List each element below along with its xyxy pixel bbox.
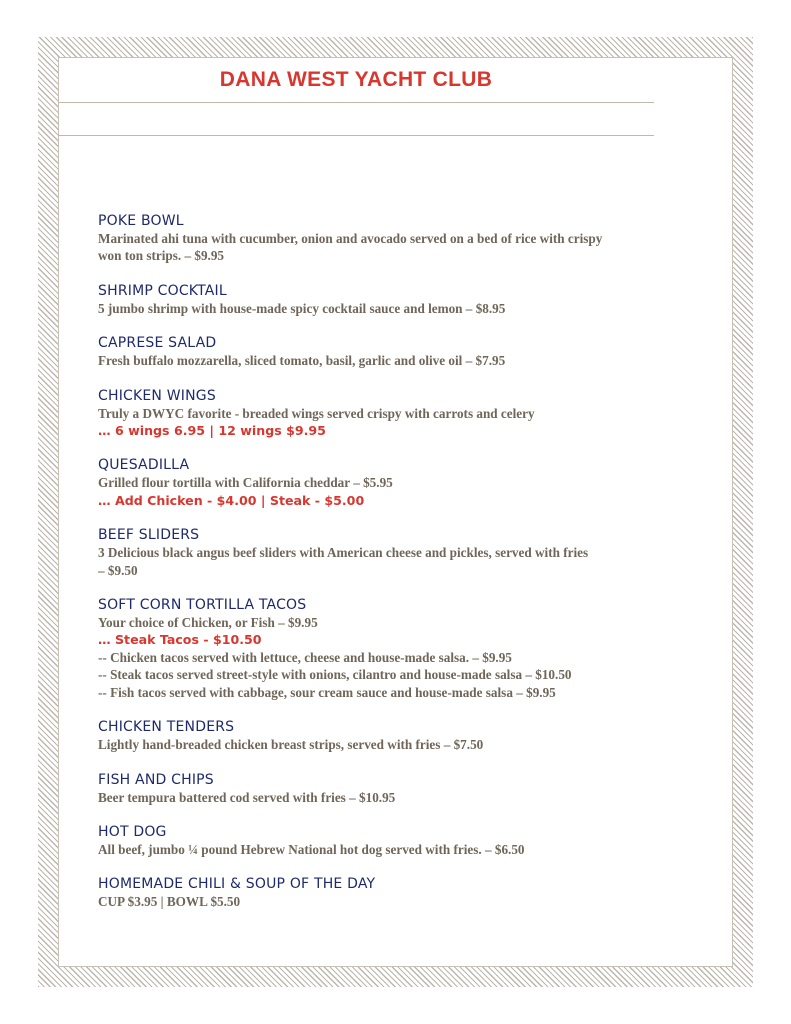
menu-item-description: – $9.50 (98, 562, 138, 578)
menu-items (98, 213, 698, 929)
menu-item-name: HOMEMADE CHILI & SOUP OF THE DAY (98, 876, 376, 893)
menu-item-description: -- Steak tacos served street-style with onions, cilantro and house-made salsa – $10.50 (98, 667, 572, 683)
menu-item (98, 876, 698, 910)
menu-item-option: … Steak Tacos - $10.50 (98, 632, 262, 648)
menu-item-description: Your choice of Chicken, or Fish – $9.95 (98, 615, 318, 631)
menu-item-description: CUP $3.95 | BOWL $5.50 (98, 894, 241, 910)
menu-item-description: Truly a DWYC favorite - breaded wings served crispy with carrots and celery (98, 405, 535, 421)
menu-item (98, 772, 698, 806)
menu-item (98, 597, 698, 701)
menu-item-description: 3 Delicious black angus beef sliders with American cheese and pickles, served with fries (98, 545, 589, 561)
menu-item-option: … 6 wings 6.95 | 12 wings $9.95 (98, 423, 326, 439)
title-rule-bottom (58, 135, 654, 136)
menu-item-name: FISH AND CHIPS (98, 771, 214, 788)
menu-item (98, 457, 698, 509)
menu-item-name: QUESADILLA (98, 457, 190, 474)
menu-item-description: Grilled flour tortilla with California cheddar – $5.95 (98, 475, 393, 491)
menu-item-name: HOT DOG (98, 823, 167, 840)
menu-title: DANA WEST YACHT CLUB (219, 68, 493, 91)
menu-item-name: BEEF SLIDERS (98, 527, 200, 544)
menu-item-option: … Add Chicken - $4.00 | Steak - $5.00 (98, 492, 365, 508)
menu-item-description: Beer tempura battered cod served with fries – $10.95 (98, 789, 396, 805)
menu-item-description: Marinated ahi tuna with cucumber, onion and avocado served on a bed of rice with crispy (98, 231, 603, 246)
menu-item-name: CHICKEN TENDERS (98, 719, 235, 736)
menu-item (98, 213, 698, 265)
menu-item-name: POKE BOWL (98, 213, 184, 229)
menu-item-description: -- Fish tacos served with cabbage, sour cream sauce and house-made salsa – $9.95 (98, 684, 556, 700)
menu-item-description: All beef, jumbo ¼ pound Hebrew National hot dog served with fries. – $6.50 (98, 841, 525, 857)
menu-item (98, 283, 698, 317)
menu-item (98, 335, 698, 369)
menu-item-description: 5 jumbo shrimp with house-made spicy cocktail sauce and lemon – $8.95 (98, 300, 506, 316)
menu-item-name: SOFT CORN TORTILLA TACOS (98, 597, 307, 614)
menu-item-name: SHRIMP COCKTAIL (98, 282, 227, 299)
title-rule-top (58, 102, 654, 103)
menu-item-description: won ton strips. – $9.95 (98, 248, 225, 264)
menu-item (98, 719, 698, 753)
menu-item (98, 527, 698, 579)
menu-item-name: CHICKEN WINGS (98, 387, 216, 404)
menu-item (98, 388, 698, 440)
menu-item-name: CAPRESE SALAD (98, 335, 217, 352)
menu-item-description: Fresh buffalo mozzarella, sliced tomato, basil, garlic and olive oil – $7.95 (98, 353, 506, 369)
menu-item (98, 824, 698, 858)
menu-item-description: Lightly hand-breaded chicken breast strips, served with fries – $7.50 (98, 737, 484, 753)
menu-item-description: -- Chicken tacos served with lettuce, cheese and house-made salsa. – $9.95 (98, 649, 512, 665)
